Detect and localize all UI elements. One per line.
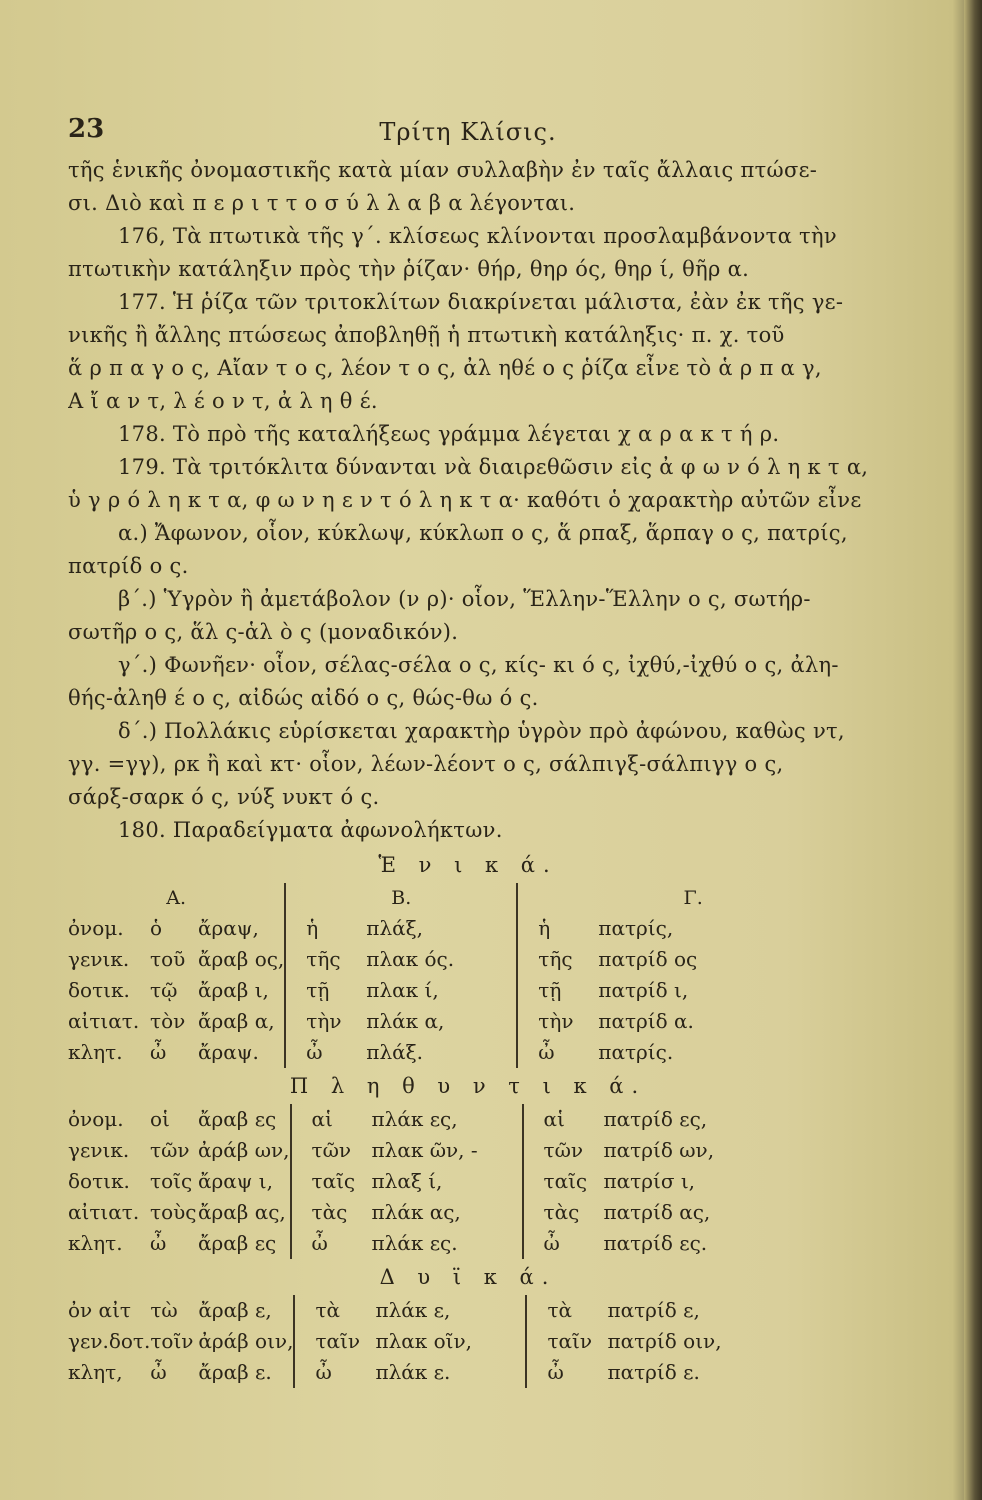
table-cell: ἄραβ ε. [198,1357,294,1388]
text-line: νικῆς ἢ ἄλλης πτώσεως ἀποβληθῇ ἡ πτωτικὴ κατάληξις· π. χ. τοῦ [68,323,785,347]
table-cell: ταῖς [543,1169,588,1193]
text-line: γγ. =γγ), ρκ ἢ καὶ κτ· οἷον, λέων-λέοντ ο ς, σάλπιγξ-σάλπιγγ ο ς, [68,752,784,776]
table-cell: πατρίδ ι, [598,978,689,1002]
page-header [68,110,868,154]
table-cell: ἄραψ. [198,1037,285,1068]
text-line: ἅ ρ π α γ ο ς, Αἴαν τ ο ς, λέον τ ο ς, ἀλ ηθέ ο ς ῥίζα εἶνε τὸ ἁ ρ π α γ, [68,356,822,380]
table-cell: τῆς [538,947,573,971]
table-cell: τὰ [547,1298,573,1322]
table-cell: ὦ [538,1040,555,1064]
table-cell: πατρίς, [598,916,674,940]
table-cell: πλάκ ε, [375,1295,526,1326]
text-line: α.) Ἄφωνον, οἷον, κύκλωψ, κύκλωπ ο ς, ἅ ρπαξ, ἅρπαγ ο ς, πατρίς, [118,521,848,545]
table-cell: ταῖν [315,1329,361,1353]
page-content [68,110,868,1388]
text-line: τῆς ἑνικῆς ὀνομαστικῆς κατὰ μίαν συλλαβὴν ἐν ταῖς ἄλλαις πτώσε- [68,158,818,182]
text-line: σωτῆρ ο ς, ἅλ ς-ἁλ ὸ ς (μοναδικόν). [68,620,459,644]
table-cell: τῆς [306,947,341,971]
table-cell: τὼ [150,1298,178,1322]
text-line: ὑ γ ρ ό λ η κ τ α, φ ω ν η ε ν τ ό λ η κ τ α· καθότι ὁ χαρακτὴρ αὐτῶν εἶνε [68,488,862,512]
table-cell: οἱ [150,1107,170,1131]
table-cell: πλακ ῶν, - [372,1135,523,1166]
table-cell: ὀνομ. [68,1107,124,1131]
table-cell: πατρίδ α. [598,1009,694,1033]
table-cell: ἄραβ α, [198,1006,285,1037]
table-cell: ὦ [543,1231,560,1255]
table-cell: ἡ [538,916,551,940]
table-cell: τὴν [306,1009,342,1033]
page-number: 23 [68,114,105,144]
table-cell: πατρίδ ας, [603,1200,711,1224]
table-cell: πλάκ ας, [372,1197,523,1228]
table-cell: τοῖς [150,1169,193,1193]
table-cell: πατρίδ ες. [603,1231,708,1255]
declension-table [68,1104,868,1259]
table-cell: τῶν [311,1138,352,1162]
table-row [68,1104,868,1135]
table-cell: πλάκ ες, [372,1104,523,1135]
table-cell: τὰς [543,1200,580,1224]
table-cell: πλακ οῖν, [375,1326,526,1357]
table-row [68,1228,868,1259]
table-row [68,1166,868,1197]
text-line: σι. Διὸ καὶ π ε ρ ι τ τ ο σ ύ λ λ α β α λέγονται. [68,191,576,215]
table-row [68,1295,868,1326]
text-line: γ΄.) Φωνῆεν· οἷον, σέλας-σέλα ο ς, κίς- κι ό ς, ἰχθύ,-ἰχθύ ο ς, ἀλη- [118,653,839,677]
text-line: 180. Παραδείγματα ἀφωνολήκτων. [118,818,503,842]
table-cell: ἄραβ ι, [198,975,285,1006]
table-row [68,1197,868,1228]
table-cell: τὸν [150,1009,186,1033]
table-cell: πλαξ ί, [372,1166,523,1197]
text-line: 177. Ἡ ῥίζα τῶν τριτοκλίτων διακρίνεται μάλιστα, ἐὰν ἐκ τῆς γε- [118,290,844,314]
table-cell: αἰτιατ. [68,1200,140,1224]
table-cell: ἀράβ ων, [198,1135,291,1166]
text-line: πατρίδ ο ς. [68,554,189,578]
table-cell: πλακ ί, [366,975,517,1006]
table-cell: κλητ. [68,1040,123,1064]
table-cell: ἄραψ ι, [198,1166,291,1197]
table-cell: ὦ [150,1231,167,1255]
table-cell: ἀράβ οιν, [198,1326,294,1357]
table-cell: πατρίδ ων, [603,1138,715,1162]
text-line: πτωτικὴν κατάληξιν πρὸς τὴν ῥίζαν· θήρ, θηρ ός, θηρ ί, θῆρ α. [68,257,750,281]
table-cell: ἄραψ, [198,913,285,944]
text-line: Α ἴ α ν τ, λ έ ο ν τ, ἀ λ η θ έ. [68,389,378,413]
table-cell: πλάξ, [366,913,517,944]
table-row [68,1357,868,1388]
table-cell: αἱ [311,1107,333,1131]
table-cell: πατρίσ ι, [603,1169,696,1193]
table-cell: ταῖς [311,1169,356,1193]
column-header: Β. [285,883,517,913]
column-header: Γ. [683,887,703,909]
table-cell: κλητ, [68,1360,123,1384]
table-cell: ἄραβ ας, [198,1197,291,1228]
table-cell: τοὺς [150,1200,197,1224]
body-text [68,154,868,847]
table-row [68,1326,868,1357]
table-cell: ταῖν [547,1329,593,1353]
text-line: 179. Τὰ τριτόκλιτα δύνανται νὰ διαιρεθῶσιν εἰς ἀ φ ω ν ό λ η κ τ α, [118,455,868,479]
text-line: σάρξ-σαρκ ό ς, νύξ νυκτ ό ς. [68,785,380,809]
table-cell: ὀνομ. [68,916,124,940]
table-row [68,1037,868,1068]
column-header: Α. [68,883,285,913]
table-cell: ὦ [315,1360,332,1384]
table-cell: πλάκ α, [366,1006,517,1037]
table-cell: ὦ [311,1231,328,1255]
declension-table [68,883,868,1068]
section-title: Δ υ ϊ κ ά. [379,1265,557,1289]
table-cell: ἄραβ ος, [198,944,285,975]
table-cell: ὦ [547,1360,564,1384]
section-title: Ἑ ν ι κ ά. [378,853,558,877]
text-line: δ΄.) Πολλάκις εὑρίσκεται χαρακτὴρ ὑγρὸν πρὸ ἀφώνου, καθὼς ντ, [118,719,845,743]
table-cell: πατρίς. [598,1040,674,1064]
table-row [68,944,868,975]
table-cell: πατρίδ ες, [603,1107,708,1131]
table-cell: πατρίδ ε, [607,1298,700,1322]
table-cell: πατρίδ ος [598,947,698,971]
text-line: 178. Τὸ πρὸ τῆς καταλήξεως γράμμα λέγεται χ α ρ α κ τ ή ρ. [118,422,780,446]
table-cell: αἱ [543,1107,565,1131]
table-cell: ἡ [306,916,319,940]
table-cell: ἄραβ ες [198,1104,291,1135]
table-cell: δοτικ. [68,978,130,1002]
table-cell: πλάκ ες. [372,1228,523,1259]
table-cell: τῶν [150,1138,190,1162]
table-cell: πλακ ός. [366,944,517,975]
running-title: Τρίτη Κλίσις. [379,118,557,146]
table-cell: τῷ [150,978,178,1002]
table-cell: ἄραβ ε, [198,1295,294,1326]
declension-tables [68,847,868,1388]
table-cell: τῇ [306,978,330,1002]
table-cell: ὀν αἰτ [68,1298,131,1322]
table-row [68,1006,868,1037]
table-cell: πατρίδ οιν, [607,1329,722,1353]
declension-table [68,1295,868,1388]
table-header-row [68,883,868,913]
table-cell: γενικ. [68,1138,130,1162]
table-cell: αἰτιατ. [68,1009,140,1033]
table-cell: τοῖν [150,1329,194,1353]
table-cell: πλάκ ε. [375,1357,526,1388]
table-cell: πατρίδ ε. [607,1360,700,1384]
text-line: θής-ἀληθ έ ο ς, αἰδώς αἰδό ο ς, θώς-θω ό ς. [68,686,539,710]
table-cell: τὴν [538,1009,574,1033]
table-cell: ὁ [150,916,163,940]
table-row [68,1135,868,1166]
table-cell: τοῦ [150,947,186,971]
page-edge [964,0,982,1500]
table-cell: ὦ [150,1360,167,1384]
table-cell: τῇ [538,978,562,1002]
table-cell: γεν.δοτ. [68,1329,151,1353]
table-cell: τὰς [311,1200,348,1224]
table-cell: ὦ [306,1040,323,1064]
text-line: 176, Τὰ πτωτικὰ τῆς γ΄. κλίσεως κλίνονται προσλαμβάνοντα τὴν [118,224,837,248]
table-row [68,975,868,1006]
table-cell: δοτικ. [68,1169,130,1193]
table-cell: ἄραβ ες [198,1228,291,1259]
table-cell: γενικ. [68,947,130,971]
section-title: Π λ η θ υ ν τ ι κ ά. [289,1074,647,1098]
table-cell: τὰ [315,1298,341,1322]
table-cell: τῶν [543,1138,584,1162]
table-cell: κλητ. [68,1231,123,1255]
table-cell: πλάξ. [366,1037,517,1068]
table-row [68,913,868,944]
text-line: β΄.) Ὑγρὸν ἢ ἀμετάβολον (ν ρ)· οἷον, Ἕλλην-Ἕλλην ο ς, σωτήρ- [118,587,811,611]
table-cell: ὦ [150,1040,167,1064]
